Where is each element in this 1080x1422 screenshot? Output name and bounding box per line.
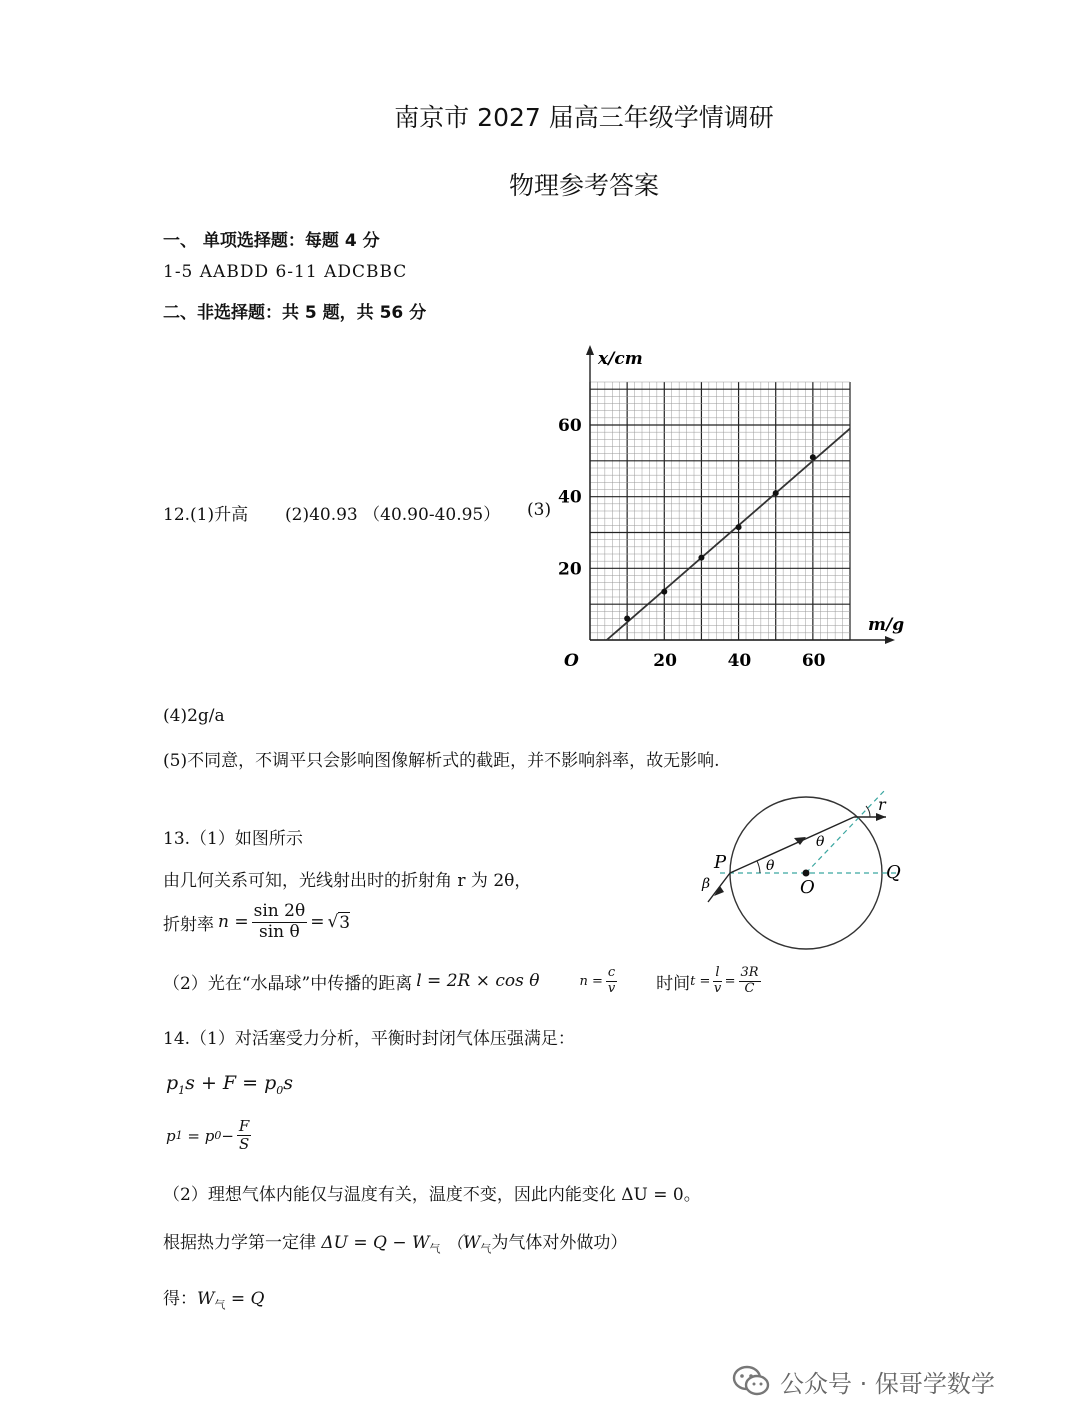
data-point bbox=[773, 490, 779, 496]
eq2-num: F bbox=[238, 1117, 250, 1135]
y-axis-arrow bbox=[586, 345, 594, 355]
center-dot bbox=[803, 870, 810, 877]
data-point bbox=[810, 454, 816, 460]
x-tick-label: 20 bbox=[653, 651, 677, 671]
wechat-icon bbox=[732, 1364, 770, 1398]
normal-line bbox=[806, 790, 885, 873]
x-axis-arrow bbox=[885, 636, 895, 644]
n-cv-num: c bbox=[607, 965, 616, 980]
q13-refraction-index: 折射率 n = $\frac{\sin 2\theta}{\text{sin θ}}$ = √ 3 bbox=[163, 901, 351, 942]
q12-part3: (3) bbox=[527, 500, 552, 520]
page-subtitle: 物理参考答案 bbox=[508, 171, 659, 200]
result-sub: 气 bbox=[214, 1298, 226, 1312]
n-cv-fraction bbox=[606, 966, 617, 997]
data-point bbox=[624, 616, 630, 622]
result-rest: = Q bbox=[225, 1289, 265, 1309]
time-label: 时间 bbox=[656, 973, 691, 994]
eq1-sub1: 1 bbox=[178, 1083, 186, 1097]
label-theta-1: θ bbox=[766, 858, 775, 874]
label-O: O bbox=[800, 877, 815, 898]
n-cv-den: v bbox=[607, 980, 616, 996]
eq2-sub1: 1 bbox=[175, 1129, 183, 1143]
eq2-p0: p bbox=[204, 1126, 215, 1145]
eq1-sub0: 0 bbox=[276, 1083, 284, 1097]
q14-part1: 14.（1）对活塞受力分析，平衡时封闭气体压强满足： bbox=[163, 1029, 575, 1049]
time-num1: l bbox=[715, 965, 720, 980]
time-den2: C bbox=[744, 980, 755, 996]
n-cv-lhs: n = bbox=[579, 973, 603, 989]
result-w: W bbox=[197, 1289, 215, 1309]
y-tick-label: 20 bbox=[558, 559, 582, 580]
n-fraction bbox=[252, 902, 308, 942]
eq2-eq: = bbox=[182, 1126, 205, 1145]
data-point bbox=[698, 555, 704, 561]
incident-ray bbox=[708, 873, 730, 902]
q12-part1: 12.(1)升高 bbox=[163, 505, 249, 525]
label-beta: β bbox=[702, 876, 711, 892]
theta-arc bbox=[757, 861, 760, 873]
time-num2: 3R bbox=[740, 965, 759, 980]
section2-heading: 二、非选择题：共 5 题，共 56 分 bbox=[163, 303, 427, 323]
x-axis-label: m/g bbox=[868, 615, 905, 635]
eq1-p0: p bbox=[264, 1072, 277, 1094]
refracted-ray bbox=[730, 817, 854, 873]
page-title: 南京市 2027 届高三年级学情调研 bbox=[394, 103, 774, 132]
q13-diagram bbox=[690, 780, 920, 960]
x-tick-label: 60 bbox=[801, 651, 826, 671]
q14-eq1 bbox=[166, 1072, 293, 1097]
q14-part2: （2）理想气体内能仅与温度有关，温度不变，因此内能变化 ΔU = 0。 bbox=[163, 1185, 701, 1205]
law-note: （W bbox=[445, 1233, 481, 1253]
eq2-sub0: 0 bbox=[214, 1129, 222, 1143]
q13-part2-text: （2）光在“水晶球”中传播的距离 bbox=[163, 973, 413, 994]
eq2-den: S bbox=[238, 1135, 250, 1154]
label-P: P bbox=[714, 852, 727, 873]
data-point bbox=[661, 589, 667, 595]
exit-arrow bbox=[876, 813, 886, 821]
q13-part1: 13.（1）如图所示 bbox=[163, 829, 303, 849]
result-prefix: 得： bbox=[163, 1289, 197, 1309]
n-den: sin θ bbox=[259, 921, 300, 942]
q12-part2: (2)40.93 （40.90-40.95） bbox=[285, 505, 501, 525]
n-root: 3 bbox=[339, 912, 351, 933]
law-eq: ΔU = Q − W bbox=[321, 1233, 430, 1253]
eq1-mid: s + F = bbox=[185, 1072, 265, 1094]
origin-label: O bbox=[564, 651, 579, 671]
n-eq: = bbox=[310, 912, 325, 933]
eq1-p: p bbox=[166, 1072, 179, 1094]
time-den1: v bbox=[713, 980, 722, 996]
eq2-p: p bbox=[166, 1126, 176, 1145]
q14-result bbox=[163, 1284, 264, 1312]
eq2-minus: − bbox=[221, 1126, 234, 1145]
y-axis-label: x/cm bbox=[598, 349, 643, 369]
x-tick-label: 40 bbox=[727, 651, 752, 671]
chart-grid bbox=[590, 382, 850, 640]
n-label: 折射率 bbox=[163, 914, 214, 935]
law-sub: 气 bbox=[429, 1242, 441, 1256]
q12-part5: (5)不同意，不调平只会影响图像解析式的截距，并不影响斜率，故无影响. bbox=[163, 751, 720, 771]
y-tick-label: 40 bbox=[558, 487, 582, 508]
q13-part2-formula: l = 2R × cos θ bbox=[416, 971, 540, 992]
q13-part2: （2）光在“水晶球”中传播的距离 l = 2R × cos θ n = $\frac{c}{v}$ 时间 t = $\frac{l}{v}$ = $\frac{3R}{C}$ bbox=[163, 965, 759, 996]
eq1-s: s bbox=[283, 1072, 294, 1094]
q14-eq2 bbox=[166, 1118, 254, 1154]
time-frac2 bbox=[739, 966, 761, 997]
eq2-fraction bbox=[237, 1118, 251, 1154]
footer-watermark: 公众号 · 保哥学数学 bbox=[780, 1370, 995, 1398]
data-point bbox=[736, 524, 742, 530]
y-tick-label: 60 bbox=[558, 416, 582, 436]
section1-answers: 1-5 AABDD 6-11 ADCBBC bbox=[163, 262, 408, 282]
q12-part4: (4)2g/a bbox=[163, 706, 225, 726]
section1-heading: 一、 单项选择题：每题 4 分 bbox=[163, 231, 380, 251]
q13-reason: 由几何关系可知，光线射出时的折射角 r 为 2θ， bbox=[163, 871, 532, 891]
q12-chart bbox=[550, 340, 910, 680]
n-num: sin 2θ bbox=[253, 901, 306, 921]
label-r: r bbox=[878, 795, 886, 814]
time-frac1 bbox=[713, 966, 721, 997]
law-note-rest: 为气体对外做功） bbox=[491, 1233, 628, 1253]
label-Q: Q bbox=[886, 862, 901, 883]
time-lhs: t = bbox=[690, 973, 711, 989]
label-theta-2: θ bbox=[816, 834, 825, 850]
q14-law bbox=[163, 1228, 627, 1256]
law-note-sub: 气 bbox=[480, 1242, 492, 1256]
law-text: 根据热力学第一定律 bbox=[163, 1233, 316, 1253]
n-lhs: n = bbox=[218, 912, 249, 933]
chart-axes bbox=[586, 345, 895, 644]
